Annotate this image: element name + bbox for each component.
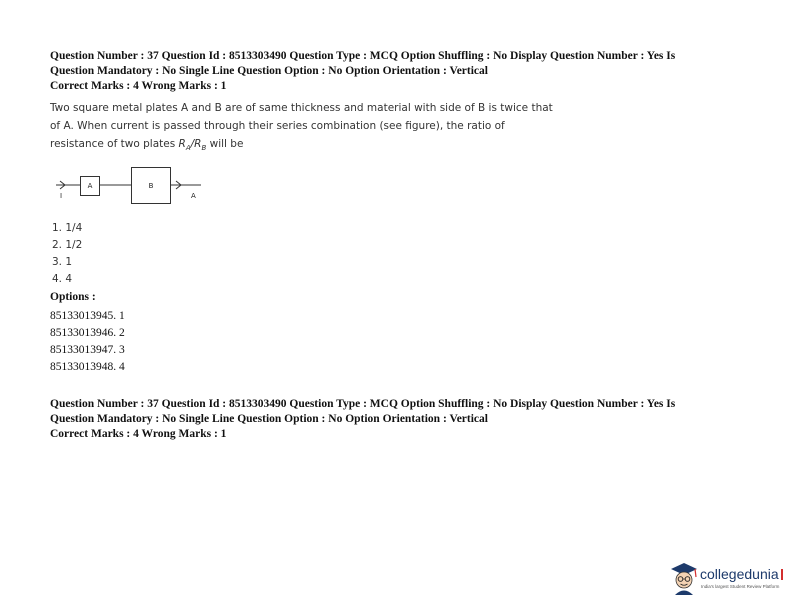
current-in-label: I bbox=[60, 192, 63, 200]
question-line: Two square metal plates A and B are of same thickness and material with side of B is twice that bbox=[50, 102, 553, 114]
choice-item: 3. 1 bbox=[52, 256, 73, 268]
question-header-line: Question Mandatory : No Single Line Question Option : No Option Orientation : Vertical bbox=[50, 413, 488, 425]
question-line: of A. When current is passed through their series combination (see figure), the ratio of bbox=[50, 120, 505, 132]
brand-accent-bar bbox=[781, 569, 783, 580]
brand-suffix: dunia bbox=[744, 566, 779, 582]
brand-prefix: college bbox=[700, 566, 745, 582]
answer-choices bbox=[52, 220, 82, 288]
question-line-suffix: will be bbox=[206, 138, 244, 150]
options-heading: Options : bbox=[50, 291, 96, 303]
current-out-label: A bbox=[191, 192, 196, 200]
graduate-avatar-icon bbox=[668, 560, 700, 596]
question-line bbox=[50, 135, 610, 157]
question-line-prefix: resistance of two plates bbox=[50, 138, 179, 150]
brand-tagline: India's largest Student Review Platform bbox=[701, 584, 780, 589]
ratio-slash: / bbox=[190, 138, 195, 150]
ratio-ra: R bbox=[178, 138, 186, 150]
option-id-item: 85133013945. 1 bbox=[50, 310, 125, 322]
ratio-ra-sub: A bbox=[185, 144, 191, 153]
plate-b-label: B bbox=[148, 181, 154, 190]
choice-item: 4. 4 bbox=[52, 273, 73, 285]
option-id-item: 85133013947. 3 bbox=[50, 344, 125, 356]
plate-b bbox=[131, 167, 171, 204]
marks-line: Correct Marks : 4 Wrong Marks : 1 bbox=[50, 80, 227, 92]
plate-a-label: A bbox=[87, 182, 93, 190]
choice-item: 1. 1/4 bbox=[52, 222, 83, 234]
plate-a bbox=[80, 176, 100, 196]
collegedunia-logo bbox=[668, 560, 786, 598]
question-text bbox=[50, 99, 610, 157]
option-id-list bbox=[50, 308, 125, 376]
choice-item: 2. 1/2 bbox=[52, 239, 83, 251]
ratio-rb-sub: B bbox=[201, 144, 207, 153]
series-plates-figure bbox=[56, 170, 216, 215]
marks-line: Correct Marks : 4 Wrong Marks : 1 bbox=[50, 428, 227, 440]
option-id-item: 85133013948. 4 bbox=[50, 361, 125, 373]
option-id-item: 85133013946. 2 bbox=[50, 327, 125, 339]
ratio-rb: R bbox=[194, 138, 202, 150]
question-header-line: Question Mandatory : No Single Line Question Option : No Option Orientation : Vertical bbox=[50, 65, 488, 77]
brand-name bbox=[700, 566, 783, 582]
question-header bbox=[50, 397, 750, 442]
question-header bbox=[50, 49, 750, 94]
question-header-line: Question Number : 37 Question Id : 8513303490 Question Type : MCQ Option Shuffling : No Display Question Number : Yes Is bbox=[50, 398, 676, 410]
question-header-line: Question Number : 37 Question Id : 8513303490 Question Type : MCQ Option Shuffling : No Display Question Number : Yes Is bbox=[50, 50, 676, 62]
